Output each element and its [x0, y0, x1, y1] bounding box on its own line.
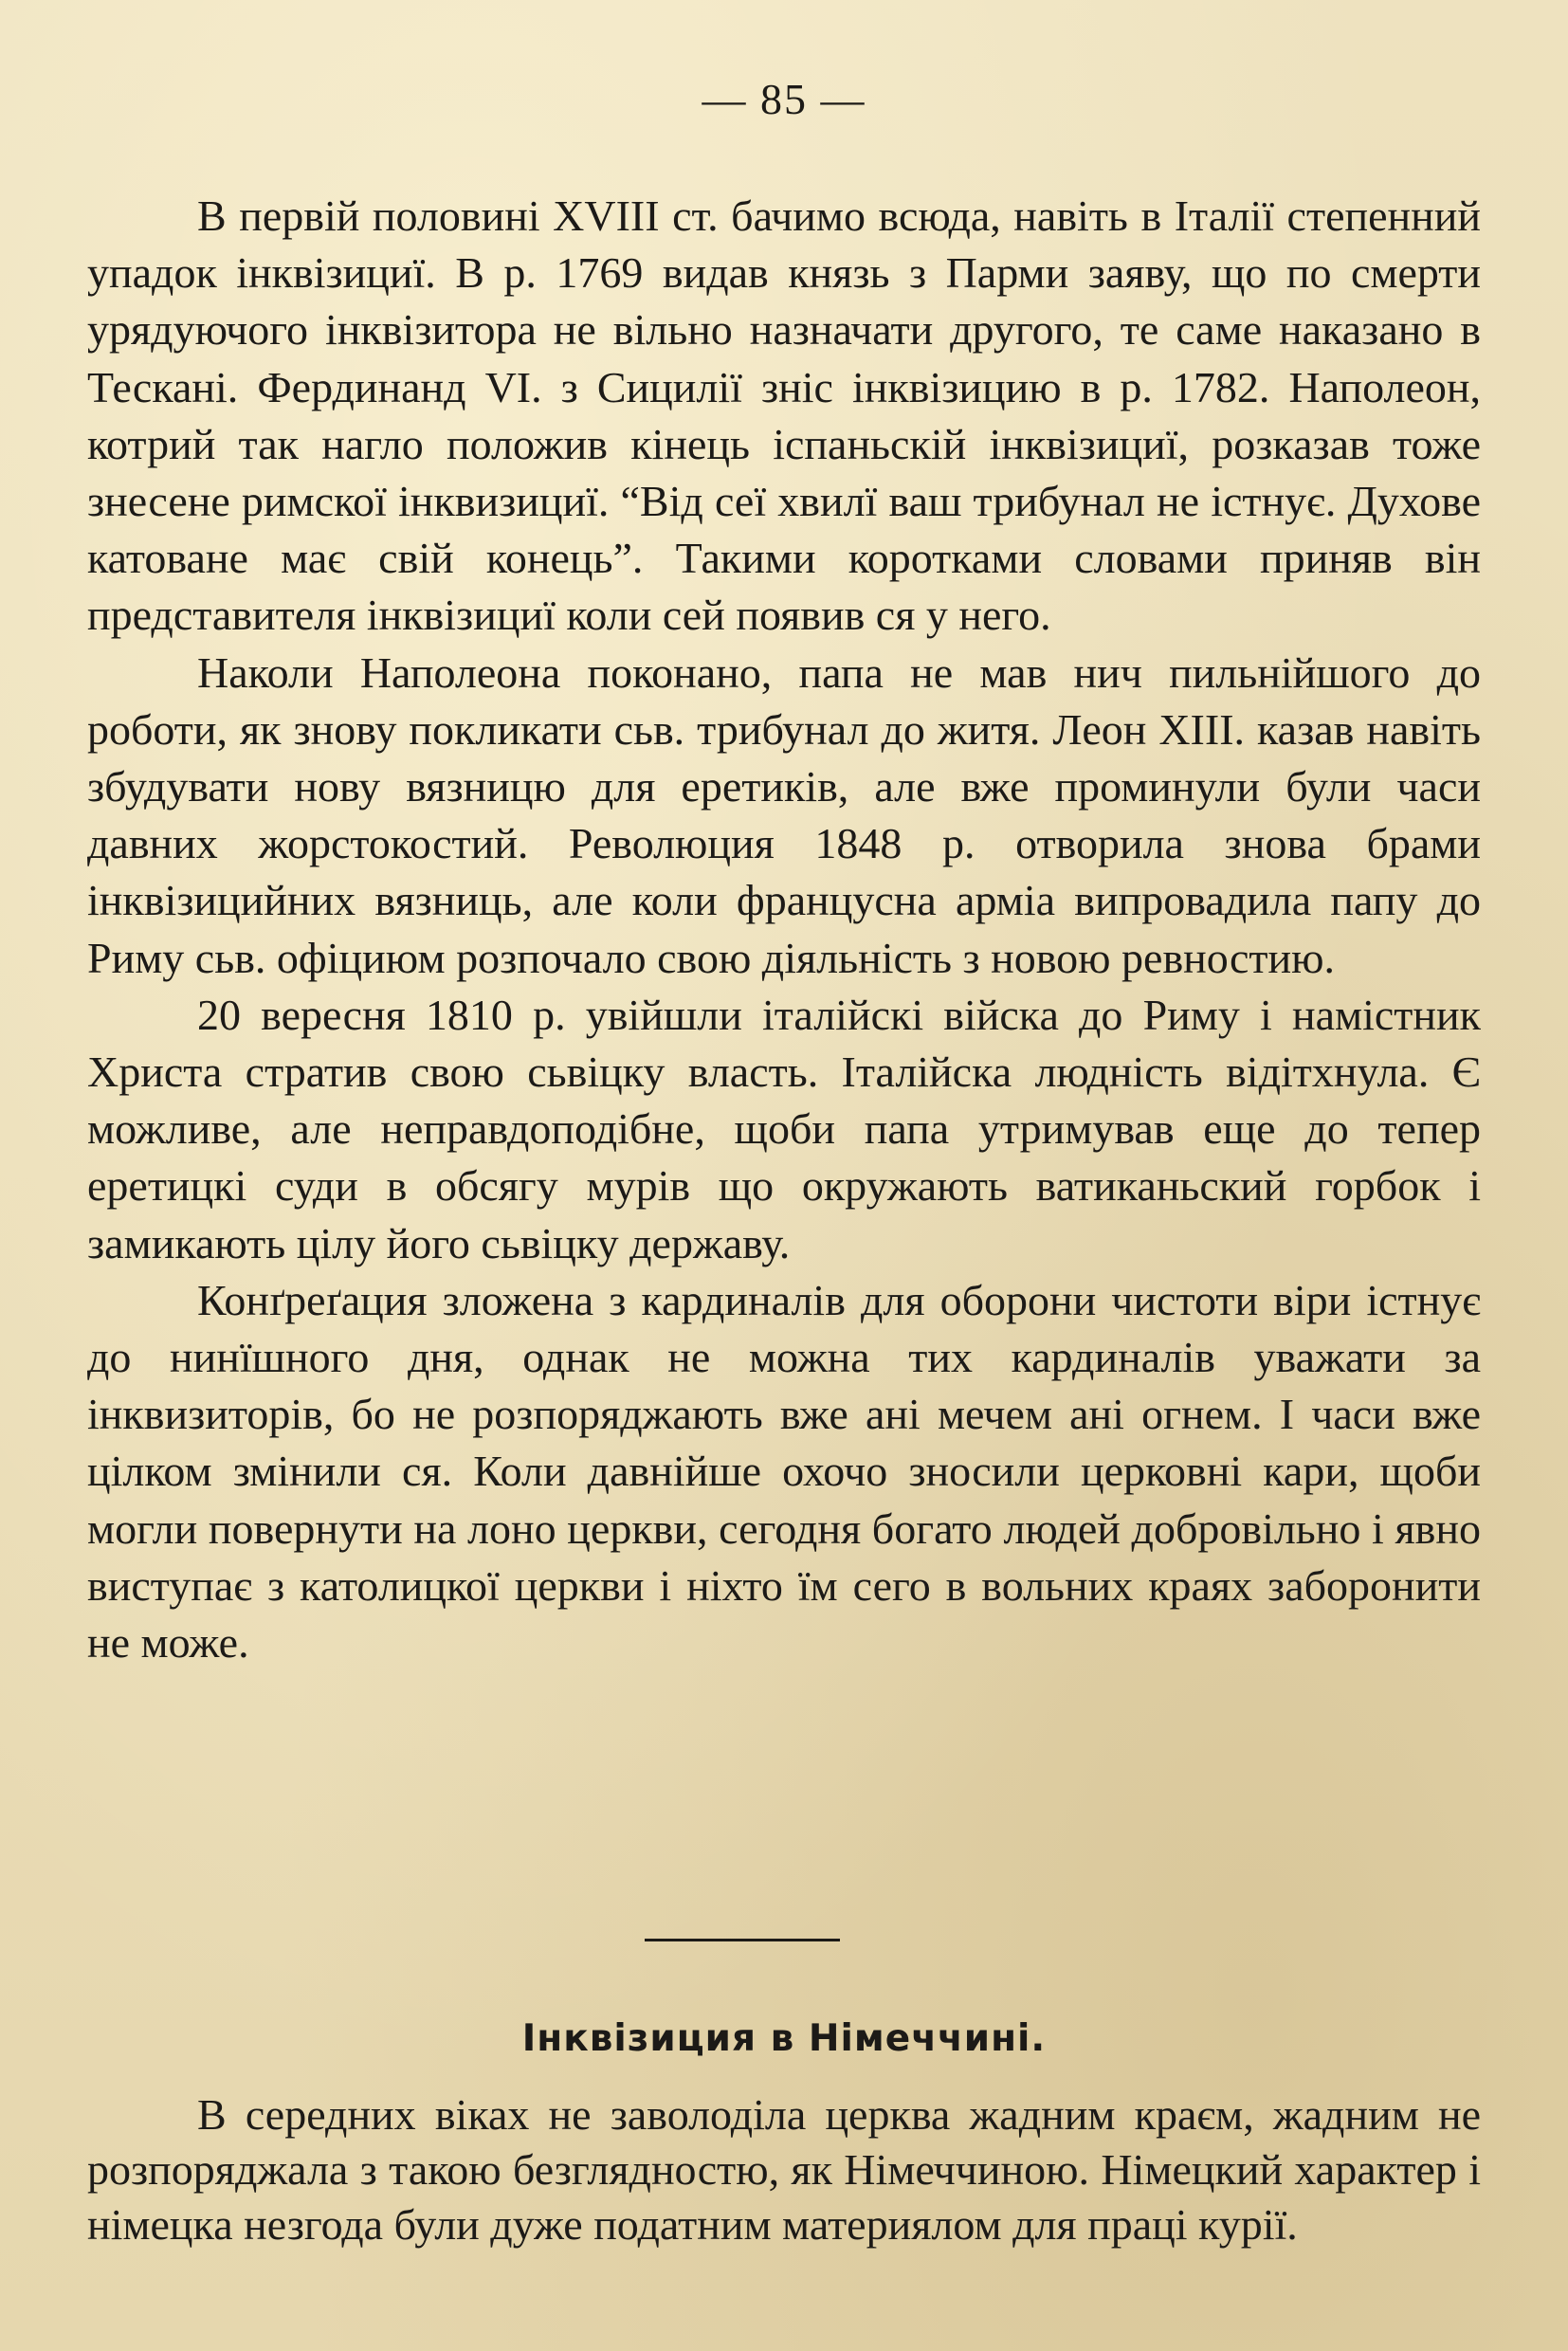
main-text-block [87, 188, 1481, 1671]
page-number: — 85 — [702, 75, 866, 123]
section-title: Інквізиция в Німеччині. [521, 2017, 1047, 2060]
paragraph: Конґреґация зложена з кардиналів для оборони чистоти віри істнує до нинїшного дня, однак не можна тих кардиналів уважати за інквизиторів, бо не розпоряджають вже ані мечем ані огнем. І часи вже цілком змінили ся. Коли давнійше охочо зносили церковні кари, щоби могли повернути на лоно церкви, сегодня богато людей добровільно і явно виступає з католицкої церкви і ніхто їм сего в вольних краях заборонити не може. [87, 1275, 1481, 1668]
section-text-block [87, 2087, 1481, 2252]
paragraph: В первій половині XVIII ст. бачимо всюда, навіть в Італії степенний упадок інквізициї. В р. 1769 видав князь з Парми заяву, що по смерти урядуючого інквізитора не вільно назначати другого, те саме наказано в Тескані. Фердинанд VI. з Сицилії зніс інквізицию в р. 1782. Наполеон, котрий так нагло положив кінець іспаньскій інквізициї, розказав тоже знесене римскої інквизициї. “Від сеї хвилї ваш трибунал не істнує. Духове катоване має свій конець”. Такими коротками словами приняв він представителя інквізициї коли сей появив ся у него. [87, 191, 1481, 640]
paragraph: 20 вересня 1810 р. увійшли італійскі війска до Риму і намістник Христа стратив свою сьвіцку власть. Італійска людність відітхнула. Є можливе, але неправдоподібне, щоби папа утримував еще до тепер еретицкі суди в обсягу мурів що окружають ватиканьский горбок і замикають цілу його сьвіцку державу. [87, 990, 1481, 1267]
section-divider [645, 1939, 840, 1941]
paragraph: В середних віках не заволоділа церква жадним краєм, жадним не розпоряджала з такою безглядностю, як Німеччиною. Німецкий характер і німецка незгода були дуже податним материялом для праці курії. [87, 2090, 1481, 2249]
paragraph: Наколи Наполеона поконано, папа не мав нич пильнійшого до роботи, як знову покликати сьв. трибунал до житя. Леон XIII. казав навіть збудувати нову вязницю для еретиків, але вже проминули були часи давних жорстокостий. Революция 1848 р. отворила знова брами інквізицийних вязниць, але коли францусна арміа випровадила папу до Риму сьв. офіциюм розпочало свою діяльність з новою ревностию. [87, 647, 1481, 982]
